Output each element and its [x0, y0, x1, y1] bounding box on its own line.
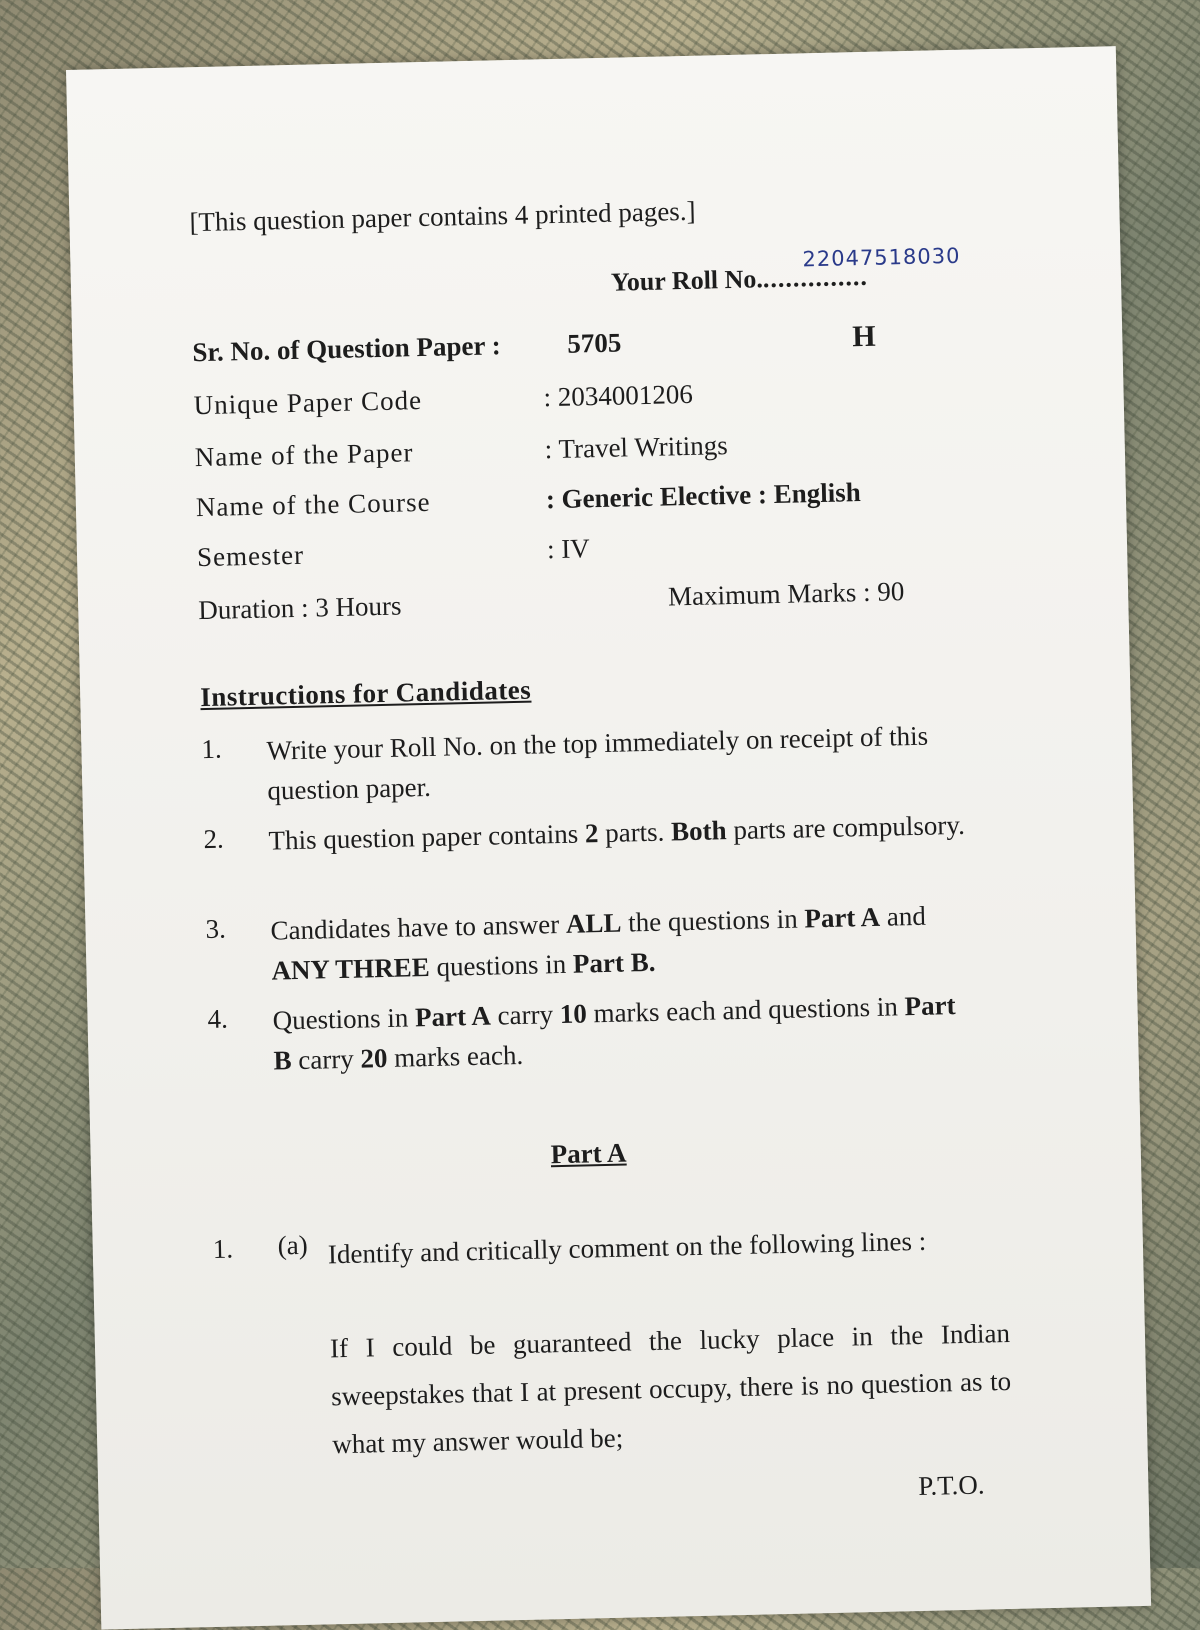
instruction-text-bold: Part A [414, 1000, 492, 1033]
instruction-text-part: questions in [429, 948, 574, 982]
sr-no-label: Sr. No. of Question Paper : [192, 330, 501, 368]
duration: Duration : 3 Hours [197, 590, 402, 626]
instruction-text-part: parts. [598, 816, 672, 849]
instruction-text-part: parts are compulsory. [726, 809, 966, 846]
set-code: H [851, 319, 876, 354]
instruction-text-part: the questions in [621, 903, 805, 938]
instruction-text-part: and [879, 900, 927, 932]
paper-content [189, 189, 1012, 1502]
instruction-text [272, 985, 974, 1081]
instruction-text-part: Candidates have to answer [270, 908, 567, 946]
question-paper-sheet [66, 46, 1151, 1629]
instruction-text [270, 895, 972, 991]
instruction-item [205, 895, 965, 986]
instruction-text-bold: Both [670, 815, 727, 847]
maximum-marks: Maximum Marks : 90 [667, 576, 905, 612]
quoted-passage: If I could be guaranteed the lucky place in the Indian sweepstakes that I at present occupy, there is no question as to what my answer would be; [329, 1317, 1012, 1460]
question-sub-label: (a) [277, 1229, 309, 1261]
question-1 [212, 1213, 1032, 1270]
question-number: 1. [212, 1233, 234, 1264]
semester-value: : IV [546, 533, 591, 565]
instruction-text-part: This question paper contains [268, 818, 586, 856]
instruction-text-part: marks each and questions in [586, 991, 905, 1029]
paper-name-value: : Travel Writings [544, 430, 728, 465]
question-text: Identify and critically comment on the following lines : [327, 1225, 927, 1270]
handwritten-roll-number: 22047518030 [802, 243, 961, 272]
instruction-number: 2. [203, 823, 225, 855]
paper-code-label: Unique Paper Code [193, 385, 423, 421]
instruction-text-bold: 10 [559, 998, 588, 1030]
roll-number-line [610, 243, 961, 298]
course-value: : Generic Elective : English [545, 477, 862, 515]
paper-name-label: Name of the Paper [194, 437, 414, 473]
instruction-text-bold: Part B. [572, 946, 656, 979]
instruction-text-bold: Part B [273, 990, 956, 1076]
sr-no-value: 5705 [566, 327, 622, 359]
instruction-text-part: Write your Roll No. on the top immediately on receipt of this question paper. [266, 720, 929, 806]
semester-label: Semester [196, 539, 305, 573]
instruction-text-bold: Part A [804, 901, 881, 934]
instructions-heading: Instructions for Candidates [199, 674, 532, 713]
instruction-number: 4. [207, 1003, 229, 1035]
instruction-text-bold: ANY THREE [271, 951, 431, 986]
roll-label: Your Roll No. [610, 264, 764, 297]
instruction-text [266, 715, 968, 811]
roll-dots: .............. [762, 261, 869, 294]
instruction-text [268, 805, 969, 861]
instruction-text-part: carry [291, 1043, 361, 1076]
paper-code-value: : 2034001206 [543, 378, 694, 413]
pages-note: [This question paper contains 4 printed pages.] [189, 195, 696, 238]
instruction-text-part: Questions in [272, 1002, 416, 1036]
instruction-text-part: marks each. [387, 1039, 524, 1073]
instruction-text-part: carry [490, 999, 561, 1031]
instruction-text-bold: 2 [584, 818, 599, 849]
instruction-number: 3. [205, 913, 227, 945]
part-a-heading: Part A [550, 1137, 627, 1170]
instruction-text-bold: 20 [360, 1042, 388, 1074]
pto-marker: P.T.O. [918, 1469, 985, 1502]
instruction-number: 1. [201, 733, 223, 765]
course-label: Name of the Course [195, 486, 431, 523]
instruction-text-bold: ALL [565, 907, 622, 939]
instruction-item [201, 715, 961, 806]
